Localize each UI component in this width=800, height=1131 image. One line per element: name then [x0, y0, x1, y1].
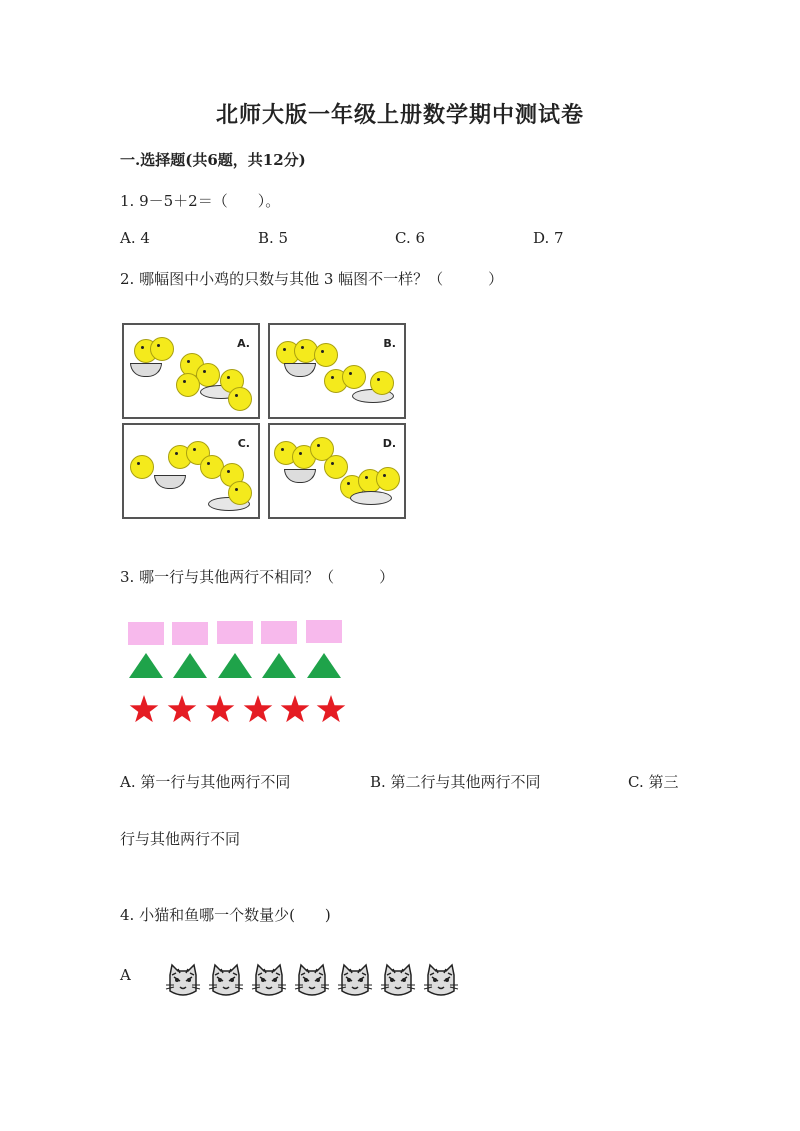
question-4-text: 4. 小猫和鱼哪一个数量少( ) [120, 906, 331, 924]
chick-icon [342, 365, 366, 389]
section-heading: 一.选择题(共6题，共12分) [120, 151, 306, 169]
red-star-icon [168, 695, 197, 722]
red-star-icon [281, 695, 310, 722]
chick-panel-a [122, 323, 260, 419]
pink-rectangle-icon [217, 621, 253, 644]
chick-panel-d [268, 423, 406, 519]
panel-label: D. [382, 437, 396, 450]
chick-icon [314, 343, 338, 367]
pink-rectangle-icon [261, 621, 297, 644]
star-row [130, 695, 346, 722]
red-star-icon [244, 695, 273, 722]
pink-rectangle-icon [128, 622, 164, 645]
green-triangle-icon [307, 653, 341, 678]
cat-icon [209, 965, 243, 995]
bowl-icon [284, 363, 316, 377]
green-triangle-icon [218, 653, 252, 678]
question-3-option-a: A. 第一行与其他两行不同 [120, 773, 291, 791]
chick-icon [228, 387, 252, 411]
red-star-icon [317, 695, 346, 722]
chick-icon [324, 455, 348, 479]
page-title: 北师大版一年级上册数学期中测试卷 [215, 102, 584, 128]
cat-row-figure [162, 961, 472, 1001]
red-star-icon [130, 695, 159, 722]
chick-panel-c [122, 423, 260, 519]
question-1-option-b: B. 5 [258, 229, 289, 247]
chick-icon [150, 337, 174, 361]
question-1-option-a: A. 4 [120, 229, 150, 247]
chick-icon [370, 371, 394, 395]
green-triangle-icon [129, 653, 163, 678]
panel-label: B. [383, 337, 396, 350]
question-1-option-c: C. 6 [395, 229, 426, 247]
question-3-option-b: B. 第二行与其他两行不同 [370, 773, 541, 791]
cat-icon [381, 965, 415, 995]
cat-icon [295, 965, 329, 995]
question-3-option-c-continued: 行与其他两行不同 [120, 830, 241, 848]
shape-rows-figure [120, 612, 360, 730]
question-4-row-label: A [120, 966, 131, 984]
bowl-icon [154, 475, 186, 489]
cat-icon [252, 965, 286, 995]
pink-rectangle-icon [306, 620, 342, 643]
pink-rectangle-icon [172, 622, 208, 645]
chick-icon [130, 455, 154, 479]
chick-panel-b [268, 323, 406, 419]
tray-icon [350, 491, 392, 505]
question-1-option-d: D. 7 [533, 229, 564, 247]
panel-label: A. [237, 337, 250, 350]
cat-icon [166, 965, 200, 995]
cat-icon [338, 965, 372, 995]
chick-icon [176, 373, 200, 397]
rectangle-row [128, 620, 342, 645]
panel-label: C. [237, 437, 250, 450]
question-1-text: 1. 9－5＋2＝（ ）。 [120, 192, 281, 210]
green-triangle-icon [262, 653, 296, 678]
green-triangle-icon [173, 653, 207, 678]
red-star-icon [206, 695, 235, 722]
question-3-text: 3. 哪一行与其他两行不相同？（ ） [120, 568, 395, 586]
chick-icon [376, 467, 400, 491]
cat-icon [424, 965, 458, 995]
question-3-option-c: C. 第三 [628, 773, 679, 791]
chick-icon [228, 481, 252, 505]
triangle-row [129, 653, 341, 678]
question-2-text: 2. 哪幅图中小鸡的只数与其他 3 幅图不一样？（ ） [120, 270, 504, 288]
bowl-icon [284, 469, 316, 483]
bowl-icon [130, 363, 162, 377]
